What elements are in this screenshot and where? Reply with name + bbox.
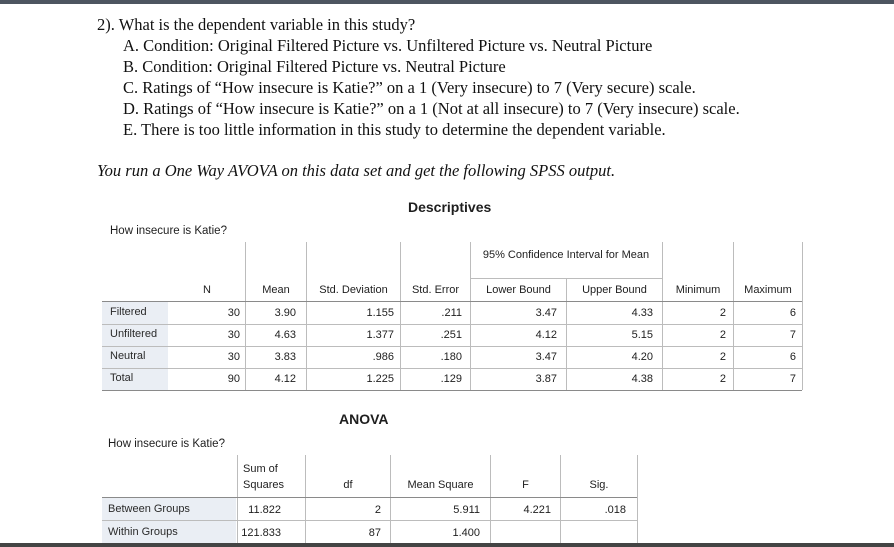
table-cell: 3.90 bbox=[274, 307, 296, 319]
table-cell: .129 bbox=[440, 373, 462, 385]
table-cell: 3.87 bbox=[535, 373, 557, 385]
row-label: Total bbox=[110, 372, 134, 384]
table-cell: 6 bbox=[789, 307, 796, 319]
table-cell: 2 bbox=[719, 329, 726, 341]
option-c: C. Ratings of “How insecure is Katie?” on a 1 (Very insecure) to 7 (Very secure) scale. bbox=[123, 78, 696, 97]
col-upper-bound: Upper Bound bbox=[582, 284, 647, 296]
col-lower-bound: Lower Bound bbox=[486, 284, 551, 296]
col-maximum: Maximum bbox=[744, 284, 792, 296]
table-cell: 3.47 bbox=[535, 307, 557, 319]
col-mean-square: Mean Square bbox=[407, 479, 474, 491]
anova-title: ANOVA bbox=[339, 411, 389, 427]
table-cell: 5.15 bbox=[631, 329, 653, 341]
table-cell: 2 bbox=[719, 373, 726, 385]
option-d: D. Ratings of “How insecure is Katie?” on a 1 (Not at all insecure) to 7 (Very insecure) scale. bbox=[123, 99, 740, 118]
table-cell: 121.833 bbox=[241, 527, 281, 539]
descriptives-caption: How insecure is Katie? bbox=[110, 225, 227, 237]
table-cell: .986 bbox=[372, 351, 394, 363]
table-cell: 1.155 bbox=[366, 307, 394, 319]
table-cell: 11.822 bbox=[248, 504, 281, 516]
table-cell: 87 bbox=[368, 527, 381, 539]
col-f: F bbox=[522, 479, 529, 491]
table-cell: 2 bbox=[719, 307, 726, 319]
table-cell: 4.33 bbox=[631, 307, 653, 319]
row-label: Filtered bbox=[110, 306, 147, 318]
row-label: Unfiltered bbox=[110, 328, 158, 340]
table-cell: .180 bbox=[440, 351, 462, 363]
table-cell: 4.12 bbox=[274, 373, 296, 385]
table-cell: 1.377 bbox=[366, 329, 394, 341]
row-label: Within Groups bbox=[108, 526, 178, 538]
option-e: E. There is too little information in this study to determine the dependent variable. bbox=[123, 120, 666, 139]
row-label: Neutral bbox=[110, 350, 146, 362]
table-cell: .211 bbox=[441, 307, 462, 319]
table-cell: 4.63 bbox=[274, 329, 296, 341]
table-cell: .251 bbox=[440, 329, 462, 341]
col-std-deviation: Std. Deviation bbox=[319, 284, 388, 296]
intro-text: You run a One Way AVOVA on this data set and get the following SPSS output. bbox=[97, 161, 616, 180]
option-a: A. Condition: Original Filtered Picture vs. Unfiltered Picture vs. Neutral Picture bbox=[123, 36, 653, 55]
bottom-border bbox=[0, 543, 894, 547]
col-std-error: Std. Error bbox=[411, 284, 460, 296]
table-cell: 4.221 bbox=[523, 504, 551, 516]
descriptives-title: Descriptives bbox=[408, 199, 492, 215]
question-block bbox=[97, 14, 740, 140]
table-cell: 3.83 bbox=[274, 351, 296, 363]
anova-caption: How insecure is Katie? bbox=[108, 438, 225, 450]
table-cell: 2 bbox=[374, 504, 381, 516]
table-cell: 6 bbox=[789, 351, 796, 363]
col-mean: Mean bbox=[262, 284, 290, 296]
option-b: B. Condition: Original Filtered Picture vs. Neutral Picture bbox=[123, 57, 506, 76]
row-label: Between Groups bbox=[108, 503, 190, 515]
table-cell: 30 bbox=[227, 329, 240, 341]
table-cell: .018 bbox=[604, 504, 626, 516]
col-minimum: Minimum bbox=[675, 284, 721, 296]
top-border bbox=[0, 0, 894, 4]
table-cell: 1.400 bbox=[452, 527, 480, 539]
table-cell: 1.225 bbox=[366, 373, 394, 385]
question-stem: 2). What is the dependent variable in this study? bbox=[97, 15, 416, 34]
table-cell: 7 bbox=[789, 329, 796, 341]
table-cell: 2 bbox=[719, 351, 726, 363]
table-cell: 4.12 bbox=[535, 329, 557, 341]
table-cell: 7 bbox=[789, 373, 796, 385]
col-sum-of-squares: Sum of Squares bbox=[243, 463, 284, 491]
table-cell: 30 bbox=[227, 351, 240, 363]
col-n: N bbox=[203, 284, 211, 296]
table-cell: 30 bbox=[227, 307, 240, 319]
table-cell: 90 bbox=[227, 373, 240, 385]
table-cell: 4.20 bbox=[631, 351, 653, 363]
col-df: df bbox=[343, 479, 353, 491]
table-cell: 5.911 bbox=[453, 504, 480, 516]
table-cell: 4.38 bbox=[631, 373, 653, 385]
col-sig: Sig. bbox=[589, 479, 609, 491]
ci-header: 95% Confidence Interval for Mean bbox=[482, 249, 650, 261]
table-cell: 3.47 bbox=[535, 351, 557, 363]
